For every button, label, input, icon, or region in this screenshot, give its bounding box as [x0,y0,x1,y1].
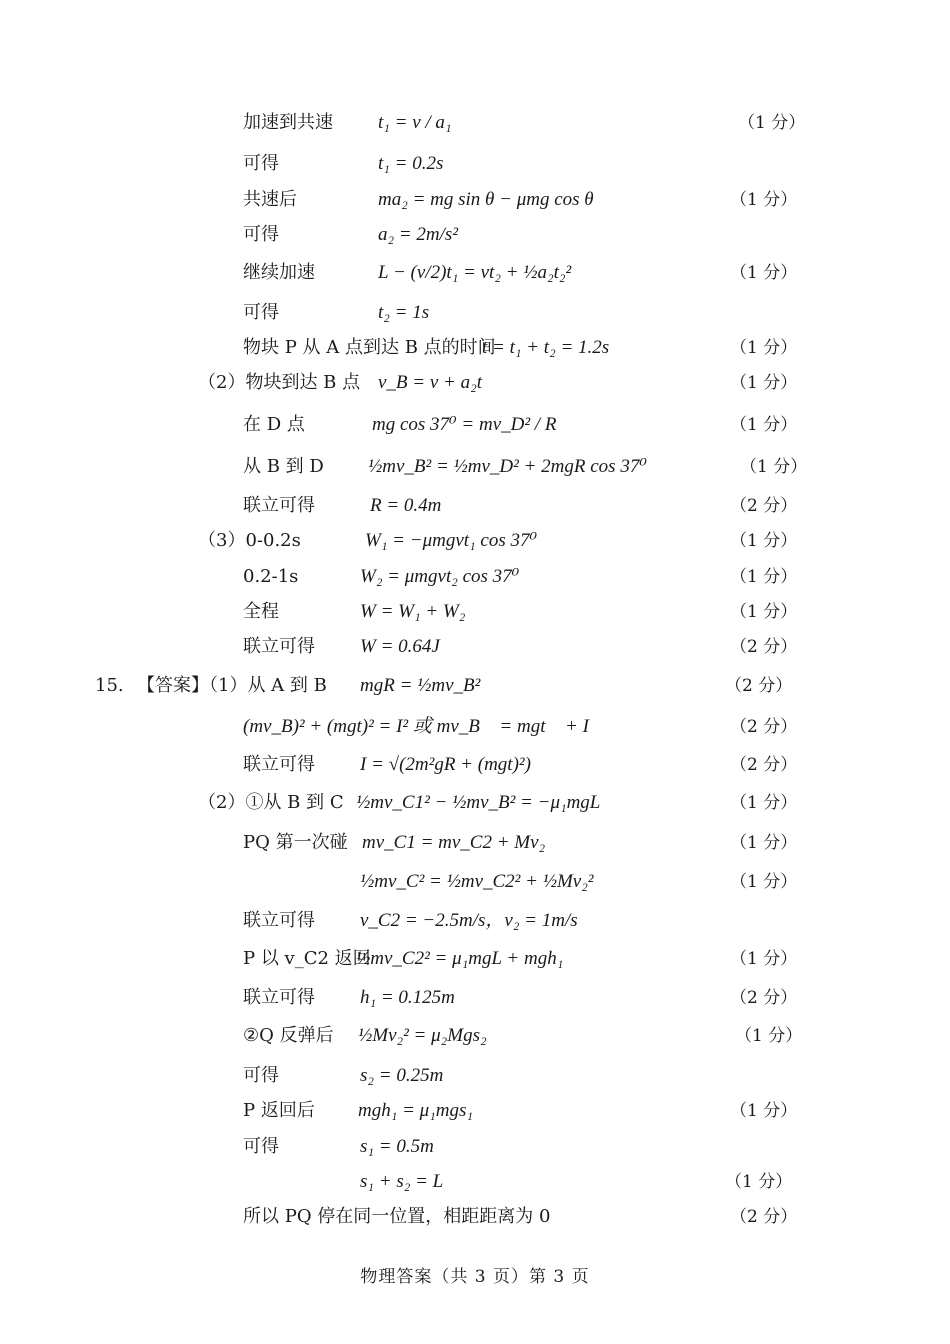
step-label: ②Q 反弹后 [243,1025,334,1046]
step-label: 在 D 点 [243,414,305,435]
step-label: 继续加速 [243,262,315,283]
equation: (mv_B)² + (mgt)² = I² 或 mv_B⃗ = mgt⃗ + I⃗ [243,716,604,737]
solution-line [0,1199,950,1235]
solution-line [0,217,950,253]
solution-line [0,330,950,366]
solution-line [0,255,950,291]
score: （1 分） [730,263,798,283]
equation: W = 0.64J [360,636,440,657]
step-label: 加速到共速 [243,112,333,133]
score: （1 分） [730,1101,798,1121]
equation: s₁ + s₂ = L [360,1171,444,1192]
equation: I = √(2m²gR + (mgt)²) [360,754,531,775]
score: （1 分） [730,373,798,393]
score: （1 分） [730,602,798,622]
step-label: 可得 [243,302,279,323]
score: （1 分） [738,113,806,133]
solution-line [0,941,950,977]
equation: s₁ = 0.5m [360,1136,434,1157]
score: （1 分） [730,415,798,435]
solution-line [0,1093,950,1129]
solution-line [0,1129,950,1165]
solution-line [0,594,950,630]
equation: W₁ = −μmgvt₁ cos 37⁰ [365,530,538,551]
solution-line [0,1058,950,1094]
step-label: 可得 [243,224,279,245]
step-label: 所以 PQ 停在同一位置，相距距离为 0 [243,1206,551,1227]
solution-line [0,449,950,485]
step-label: 联立可得 [243,754,315,775]
step-label: 联立可得 [243,636,315,657]
score: （1 分） [730,190,798,210]
problem-number: 15. [95,675,124,696]
score: （1 分） [740,457,808,477]
step-label: 全程 [243,601,279,622]
score: （1 分） [730,793,798,813]
step-label: P 返回后 [243,1100,315,1121]
step-label: 0.2-1s [243,566,299,587]
equation: mv_C1 = mv_C2 + Mv₂ [362,832,546,853]
page-footer: 物理答案（共 3 页）第 3 页 [360,1267,590,1287]
solution-line [0,709,950,745]
solution-line [0,488,950,524]
equation: ½mv_C1² − ½mv_B² = −μ₁mgL [356,792,601,813]
score: （1 分） [725,1172,793,1192]
step-label: 可得 [243,1136,279,1157]
solution-line [0,1164,950,1200]
equation: R = 0.4m [370,495,442,516]
step-label: 可得 [243,1065,279,1086]
equation: mgR = ½mv_B² [360,675,481,696]
solution-line [0,105,950,141]
solution-line [0,903,950,939]
score: （2 分） [730,637,798,657]
solution-line [0,523,950,559]
solution-line [0,668,950,704]
solution-line [0,980,950,1016]
equation: ma₂ = mg sin θ − μmg cos θ [378,189,594,210]
score: （1 分） [730,833,798,853]
step-label: 联立可得 [243,987,315,1008]
score: （2 分） [730,717,798,737]
equation: v_C2 = −2.5m/s，v₂ = 1m/s [360,910,578,931]
solution-line [0,182,950,218]
score: （1 分） [730,872,798,892]
score: （1 分） [735,1026,803,1046]
equation: h₁ = 0.125m [360,987,455,1008]
solution-line [0,295,950,331]
step-label: P 以 v_C2 返回 [243,948,371,969]
score: （1 分） [730,531,798,551]
equation: L − (v/2)t₁ = vt₂ + ½a₂t₂² [378,262,572,283]
equation: t = t₁ + t₂ = 1.2s [482,337,610,358]
step-label: 从 B 到 D [243,456,324,477]
step-label: （2）①从 B 到 C [198,792,344,813]
equation: t₁ = v / a₁ [378,112,452,133]
equation: W₂ = μmgvt₂ cos 37⁰ [360,566,520,587]
step-label: （3）0-0.2s [198,530,301,551]
score: （2 分） [730,496,798,516]
equation: W = W₁ + W₂ [360,601,466,622]
score: （2 分） [730,755,798,775]
solution-line [0,365,950,401]
solution-line [0,146,950,182]
score: （1 分） [730,338,798,358]
step-label: PQ 第一次碰 [243,832,348,853]
equation: ½mv_B² = ½mv_D² + 2mgR cos 37⁰ [368,456,647,477]
solution-line [0,1018,950,1054]
step-label: 可得 [243,153,279,174]
score: （2 分） [725,676,793,696]
step-label: 【答案】（1）从 A 到 B [137,675,327,696]
equation: ½mv_C2² = μ₁mgL + mgh₁ [356,948,564,969]
score: （2 分） [730,1207,798,1227]
step-label: 联立可得 [243,495,315,516]
solution-line [0,747,950,783]
equation: a₂ = 2m/s² [378,224,459,245]
equation: t₁ = 0.2s [378,153,444,174]
solution-line [0,559,950,595]
equation: ½mv_C² = ½mv_C2² + ½Mv₂² [360,871,594,892]
step-label: 物块 P 从 A 点到达 B 点的时间 [243,337,496,358]
equation: mgh₁ = μ₁mgs₁ [358,1100,474,1121]
solution-line [0,864,950,900]
score: （2 分） [730,988,798,1008]
step-label: 联立可得 [243,910,315,931]
solution-line [0,407,950,443]
equation: s₂ = 0.25m [360,1065,444,1086]
equation: mg cos 37⁰ = mv_D² / R [372,414,557,435]
equation: t₂ = 1s [378,302,430,323]
equation: v_B = v + a₂t [378,372,482,393]
solution-line [0,629,950,665]
equation: ½Mv₂² = μ₂Mgs₂ [358,1025,487,1046]
score: （1 分） [730,567,798,587]
solution-line [0,785,950,821]
score: （1 分） [730,949,798,969]
solution-line [0,825,950,861]
step-label: 共速后 [243,189,297,210]
step-label: （2）物块到达 B 点 [198,372,361,393]
